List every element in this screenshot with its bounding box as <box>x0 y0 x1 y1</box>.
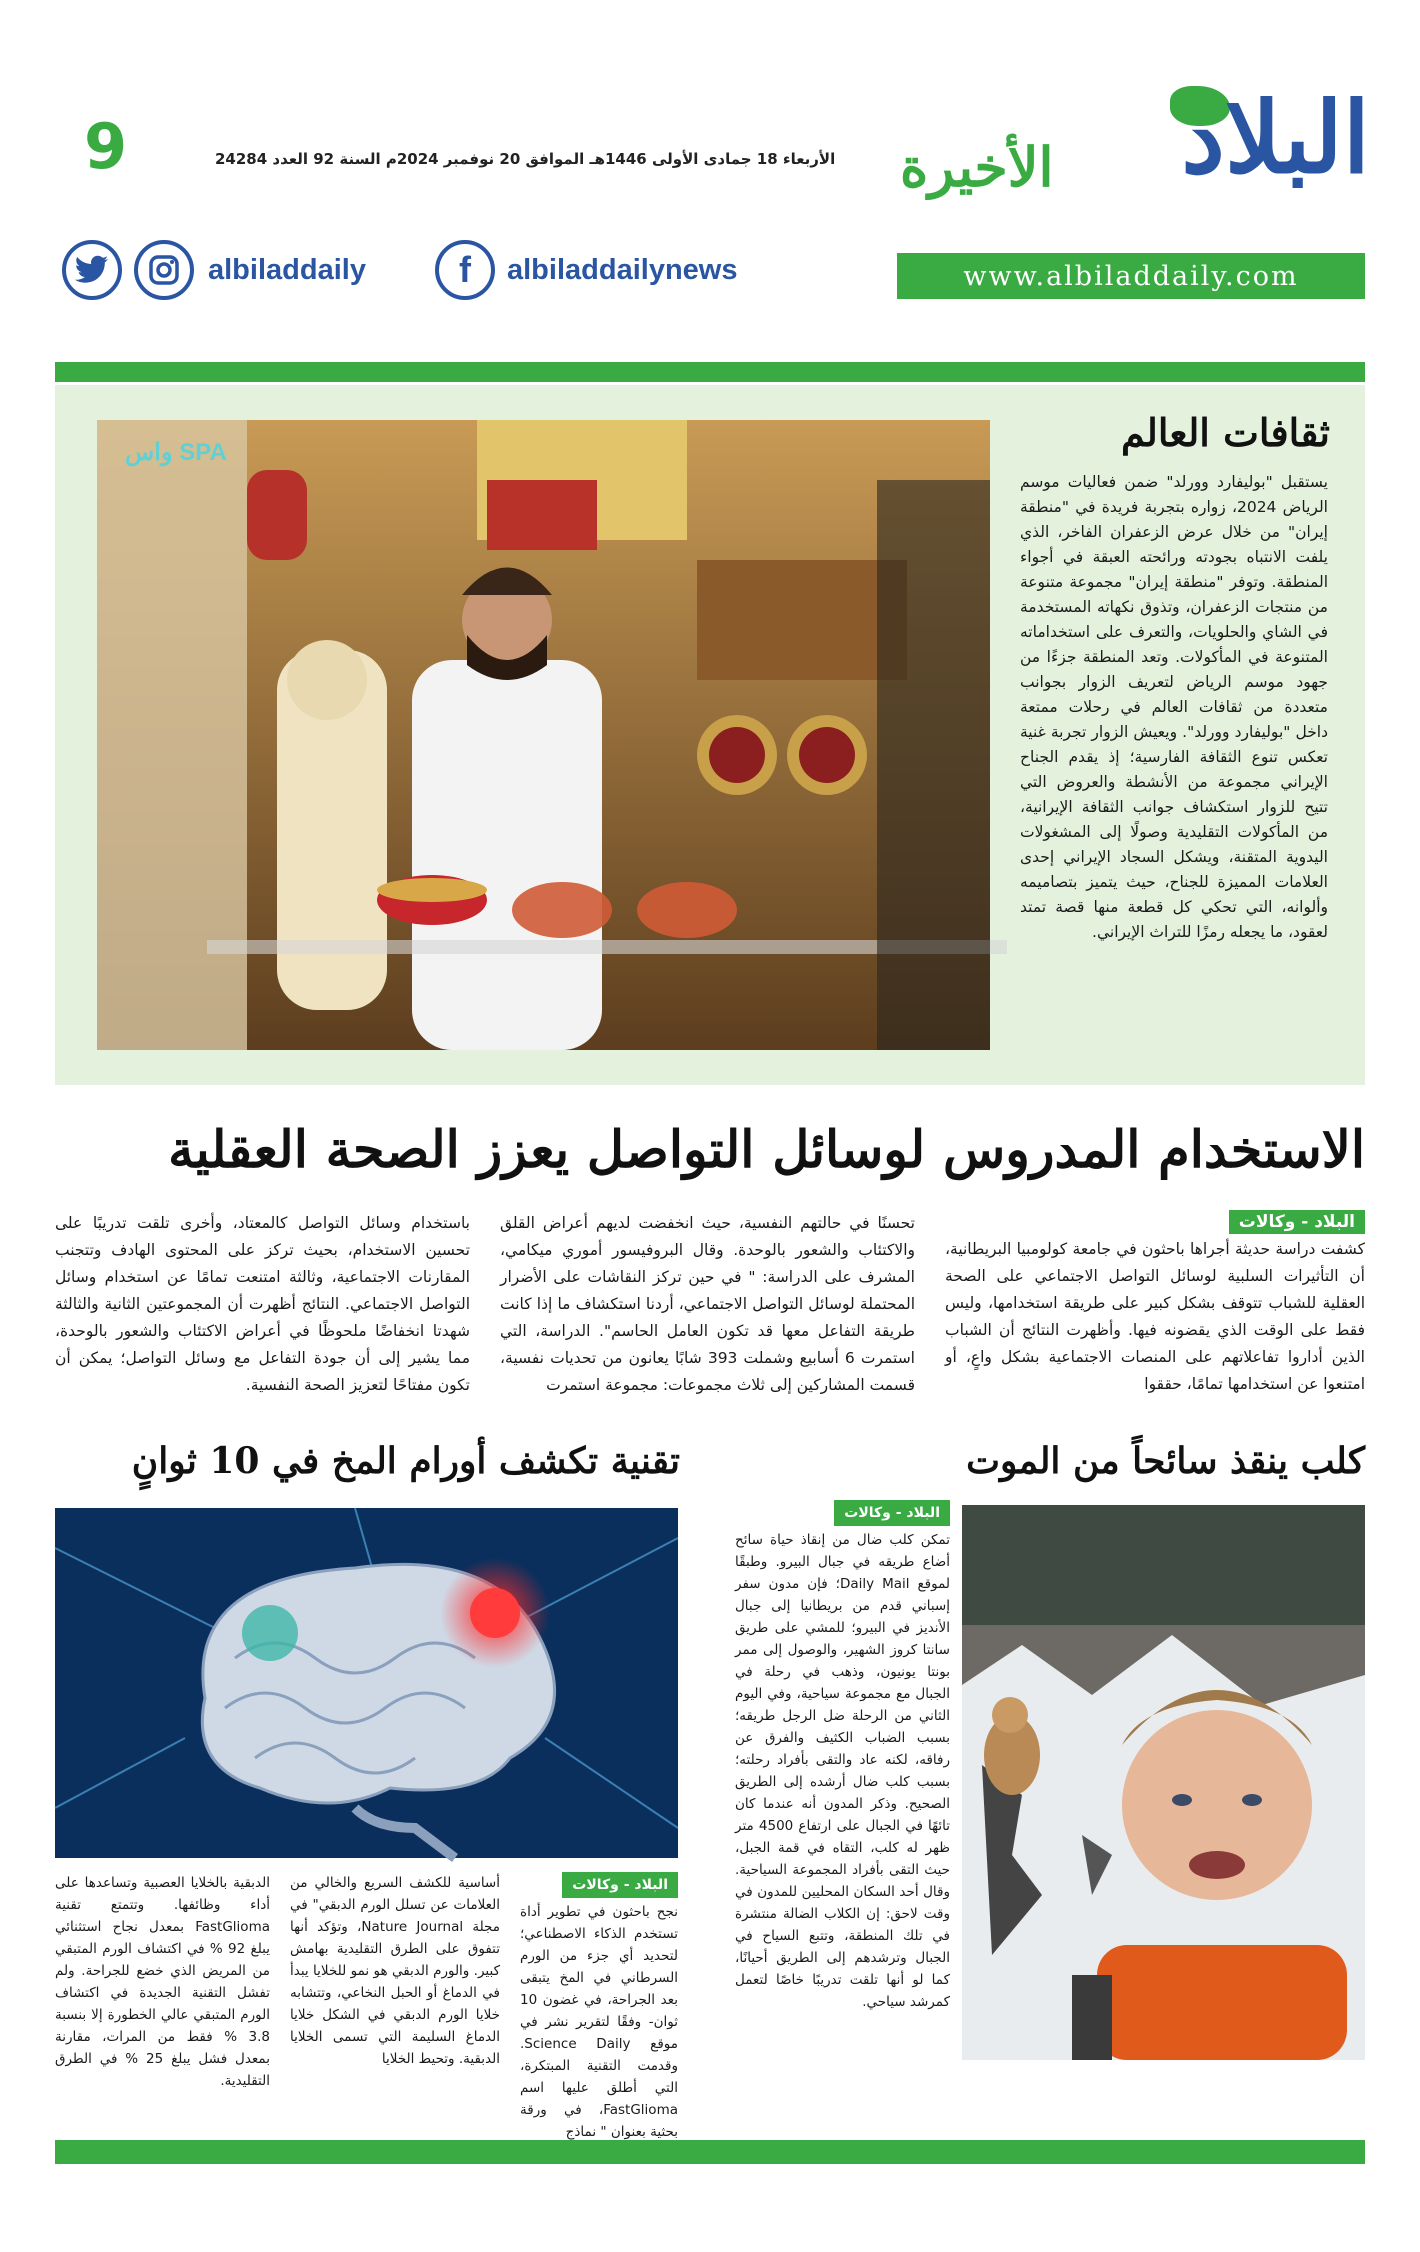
brain-scan-illustration <box>55 1508 678 1858</box>
facebook-handle[interactable]: albiladdailynews <box>507 253 738 286</box>
page-number: 9 <box>84 110 128 183</box>
brain-story-tag: البلاد - وكالات <box>562 1872 678 1898</box>
feature-title: ثقافات العالم <box>1120 410 1330 455</box>
brain-story-column-1 <box>520 1872 678 2140</box>
brain-story-column-2: أساسية للكشف السريع والخالي من العلامات عن تسلل الورم الدبقي" في مجلة Nature Journal، وتؤكد أنها تتفوق على الطرق التقليدية بهامش كبير. والورم الدبقي هو نمو للخلايا يبدأ في الدماغ أو الحبل النخاعي، وتتشابه خلايا الورم الدبقي في الشكل خلايا الدماغ السليمة التي تسمى الخلايا الدبقية. وتحيط الخلايا <box>290 1875 500 2067</box>
bottom-green-rule <box>55 2140 1365 2164</box>
instagram-handle[interactable]: albiladdaily <box>208 253 366 286</box>
facebook-handle-group[interactable] <box>435 240 815 300</box>
dateline: الأربعاء 18 جمادى الأولى 1446هـ الموافق 20 نوفمبر 2024م السنة 92 العدد 24284 <box>215 150 836 168</box>
newspaper-logo <box>900 81 1370 210</box>
main-story-column-2: تحسنًا في حالتهم النفسية، حيث انخفضت لديهم أعراض القلق والاكتئاب والشعور بالوحدة. وقال البروفيسور أموري ميكامي، المشرف على الدراسة: " في حين تركز النقاشات على الأضرار المحتملة لوسائل التواصل الاجتماعي، أردنا استكشاف ما إذا كانت طريقة التفاعل معها قد تكون العامل الحاسم". الدراسة، التي استمرت 6 أسابيع وشملت 393 شابًا يعانون من تحديات نفسية، قسمت المشاركين إلى ثلاث مجموعات: مجموعة استمرت <box>500 1214 915 1394</box>
logo-main-text: البلاد <box>1181 81 1370 196</box>
brain-story-headline: تقنية تكشف أورام المخ في 10 ثوانٍ <box>131 1440 680 1482</box>
dog-story-body-column <box>735 1500 950 2095</box>
main-story-tag: البلاد - وكالات <box>1229 1210 1365 1234</box>
twitter-icon[interactable] <box>62 240 122 300</box>
main-story-text-1: كشفت دراسة حديثة أجراها باحثون في جامعة كولومبيا البريطانية، أن التأثيرات السلبية لوسائل التواصل الاجتماعي على الصحة العقلية للشباب تتوقف بشكل كبير على طريقة استخدامها، وليس فقط على الوقت الذي يقضونه فيها. وأظهرت النتائج أن الشباب الذين أداروا تفاعلاتهم على المنصات الاجتماعية بشكل واعٍ، أو امتنعوا عن استخدامها تمامًا، حققوا <box>945 1240 1365 1393</box>
top-green-rule <box>55 362 1365 382</box>
main-story-column-3: باستخدام وسائل التواصل كالمعتاد، وأخرى تلقت تدريبًا على تحسين الاستخدام، بحيث تركز على المحتوى الهادف وتتجنب المقارنات الاجتماعية، وثالثة امتنعت تمامًا عن استخدام وسائل التواصل الاجتماعي. النتائج أظهرت أن المجموعتين الثانية والثالثة شهدتا انخفاضًا ملحوظًا في أعراض الاكتئاب والشعور بالوحدة، مما يشير إلى أن جودة التفاعل مع وسائل التواصل؛ يمكن أن تكون مفتاحًا لتعزيز الصحة النفسية. <box>55 1214 470 1394</box>
logo-sub-text: الأخيرة <box>900 135 1054 199</box>
facebook-icon[interactable]: f <box>435 240 495 300</box>
brain-story-text-1: نجح باحثون في تطوير أداة تستخدم الذكاء الاصطناعي؛ لتحديد أي جزء من الورم السرطاني في المخ يتبقى بعد الجراحة، في غضون 10 ثوان- وفقًا لتقرير نشر في موقع Science Daily. وقدمت التقنية المبتكرة، التي أطلق عليها اسم FastGlioma، في ورقة بحثية بعنوان " نماذج <box>520 1904 678 2140</box>
dog-story-text: تمكن كلب ضال من إنقاذ حياة سائح أضاع طريقه في جبال البيرو. وطبقًا لموقع Daily Mail؛ فإن مدون سفر إسباني قدم من بريطانيا إلى جبال الأنديز في البيرو؛ للمشي على طريق سانتا كروز الشهير، والوصول إلى ممر بونتا يونيون، وذهب في رحلة في الجبال مع مجموعة سياحية، وفي اليوم الثاني من الرحلة ضل الرجل طريقه؛ بسبب الضباب الكثيف والفرق عن رفاقه، لكنه عاد والتقى بأفراد رحلته؛ بسبب كلب ضال أرشده إلى الطريق الصحيح. وذكر المدون أنه عندما كان تائهًا في الجبال على ارتفاع 4500 متر ظهر له كلب، التقاه في قمة الجبل، حيث التقى بأفراد المجموعة السياحية. وقال أحد السكان المحليين للمدون في وقت لاحق: إن الكلاب الضالة منتشرة في تلك المنطقة، وتتبع السياح في الجبال وترشدهم إلى الطريق أحيانًا، كما لو أنها تلقت تدريبًا خاصًا لتعمل كمرشد سياحي. <box>735 1532 950 2010</box>
main-story-column-1 <box>945 1210 1365 1420</box>
twitter-instagram-group[interactable] <box>62 240 432 300</box>
dog-story-photo <box>962 1505 1365 2060</box>
main-headline: الاستخدام المدروس لوسائل التواصل يعزز الصحة العقلية <box>168 1120 1365 1180</box>
dog-story-headline: كلب ينقذ سائحاً من الموت <box>966 1440 1365 1482</box>
photo-watermark: واس SPA <box>125 439 227 466</box>
website-url[interactable]: www.albiladdaily.com <box>897 253 1365 299</box>
instagram-icon[interactable] <box>134 240 194 300</box>
saffron-vendor-photo <box>97 420 990 1050</box>
feature-body: يستقبل "بوليفارد وورلد" ضمن فعاليات موسم الرياض 2024، زواره بتجربة فريدة في "منطقة إيران" من خلال عرض الزعفران الفاخر، الذي يلفت الانتباه بجودته ورائحته العبقة في أجواء المنطقة. وتوفر "منطقة إيران" مجموعة متنوعة من منتجات الزعفران، وتذوق نكهاته المستخدمة في الشاي والحلويات، والتعرف على استخداماته المتنوعة في المأكولات. وتعد المنطقة جزءًا من جهود موسم الرياض لتعريف الزوار بجوانب متعددة من ثقافات العالم في رحلات ممتعة داخل "بوليفارد وورلد". ويعيش الزوار تجربة غنية تعكس تنوع الثقافة الفارسية؛ إذ يقدم الجناح الإيراني مجموعة من الأنشطة والعروض التي تتيح للزوار استكشاف جوانب الثقافة الإيرانية، من المأكولات التقليدية وصولًا إلى المشغولات اليدوية المتقنة، ويشكل السجاد الإيراني إحدى العلامات المميزة للجناح، حيث يتميز بتصاميمه وألوانه، التي تحكي كل قطعة منها قصة تمتد لعقود، ما يجعله رمزًا للتراث الإيراني. <box>1020 473 1328 941</box>
dog-story-tag: البلاد - وكالات <box>834 1500 950 1526</box>
brain-story-column-3: الدبقية بالخلايا العصبية وتساعدها على أداء وظائفها. وتتمتع تقنية FastGlioma بمعدل نجاح استثنائي يبلغ 92 % في اكتشاف الورم المتبقي من المريض الذي خضع للجراحة. ولم تفشل التقنية الجديدة في اكتشاف الورم المتبقي عالي الخطورة إلا بنسبة 3.8 % فقط من المرات، مقارنة بمعدل فشل يبلغ 25 % في الطرق التقليدية. <box>55 1875 270 2089</box>
